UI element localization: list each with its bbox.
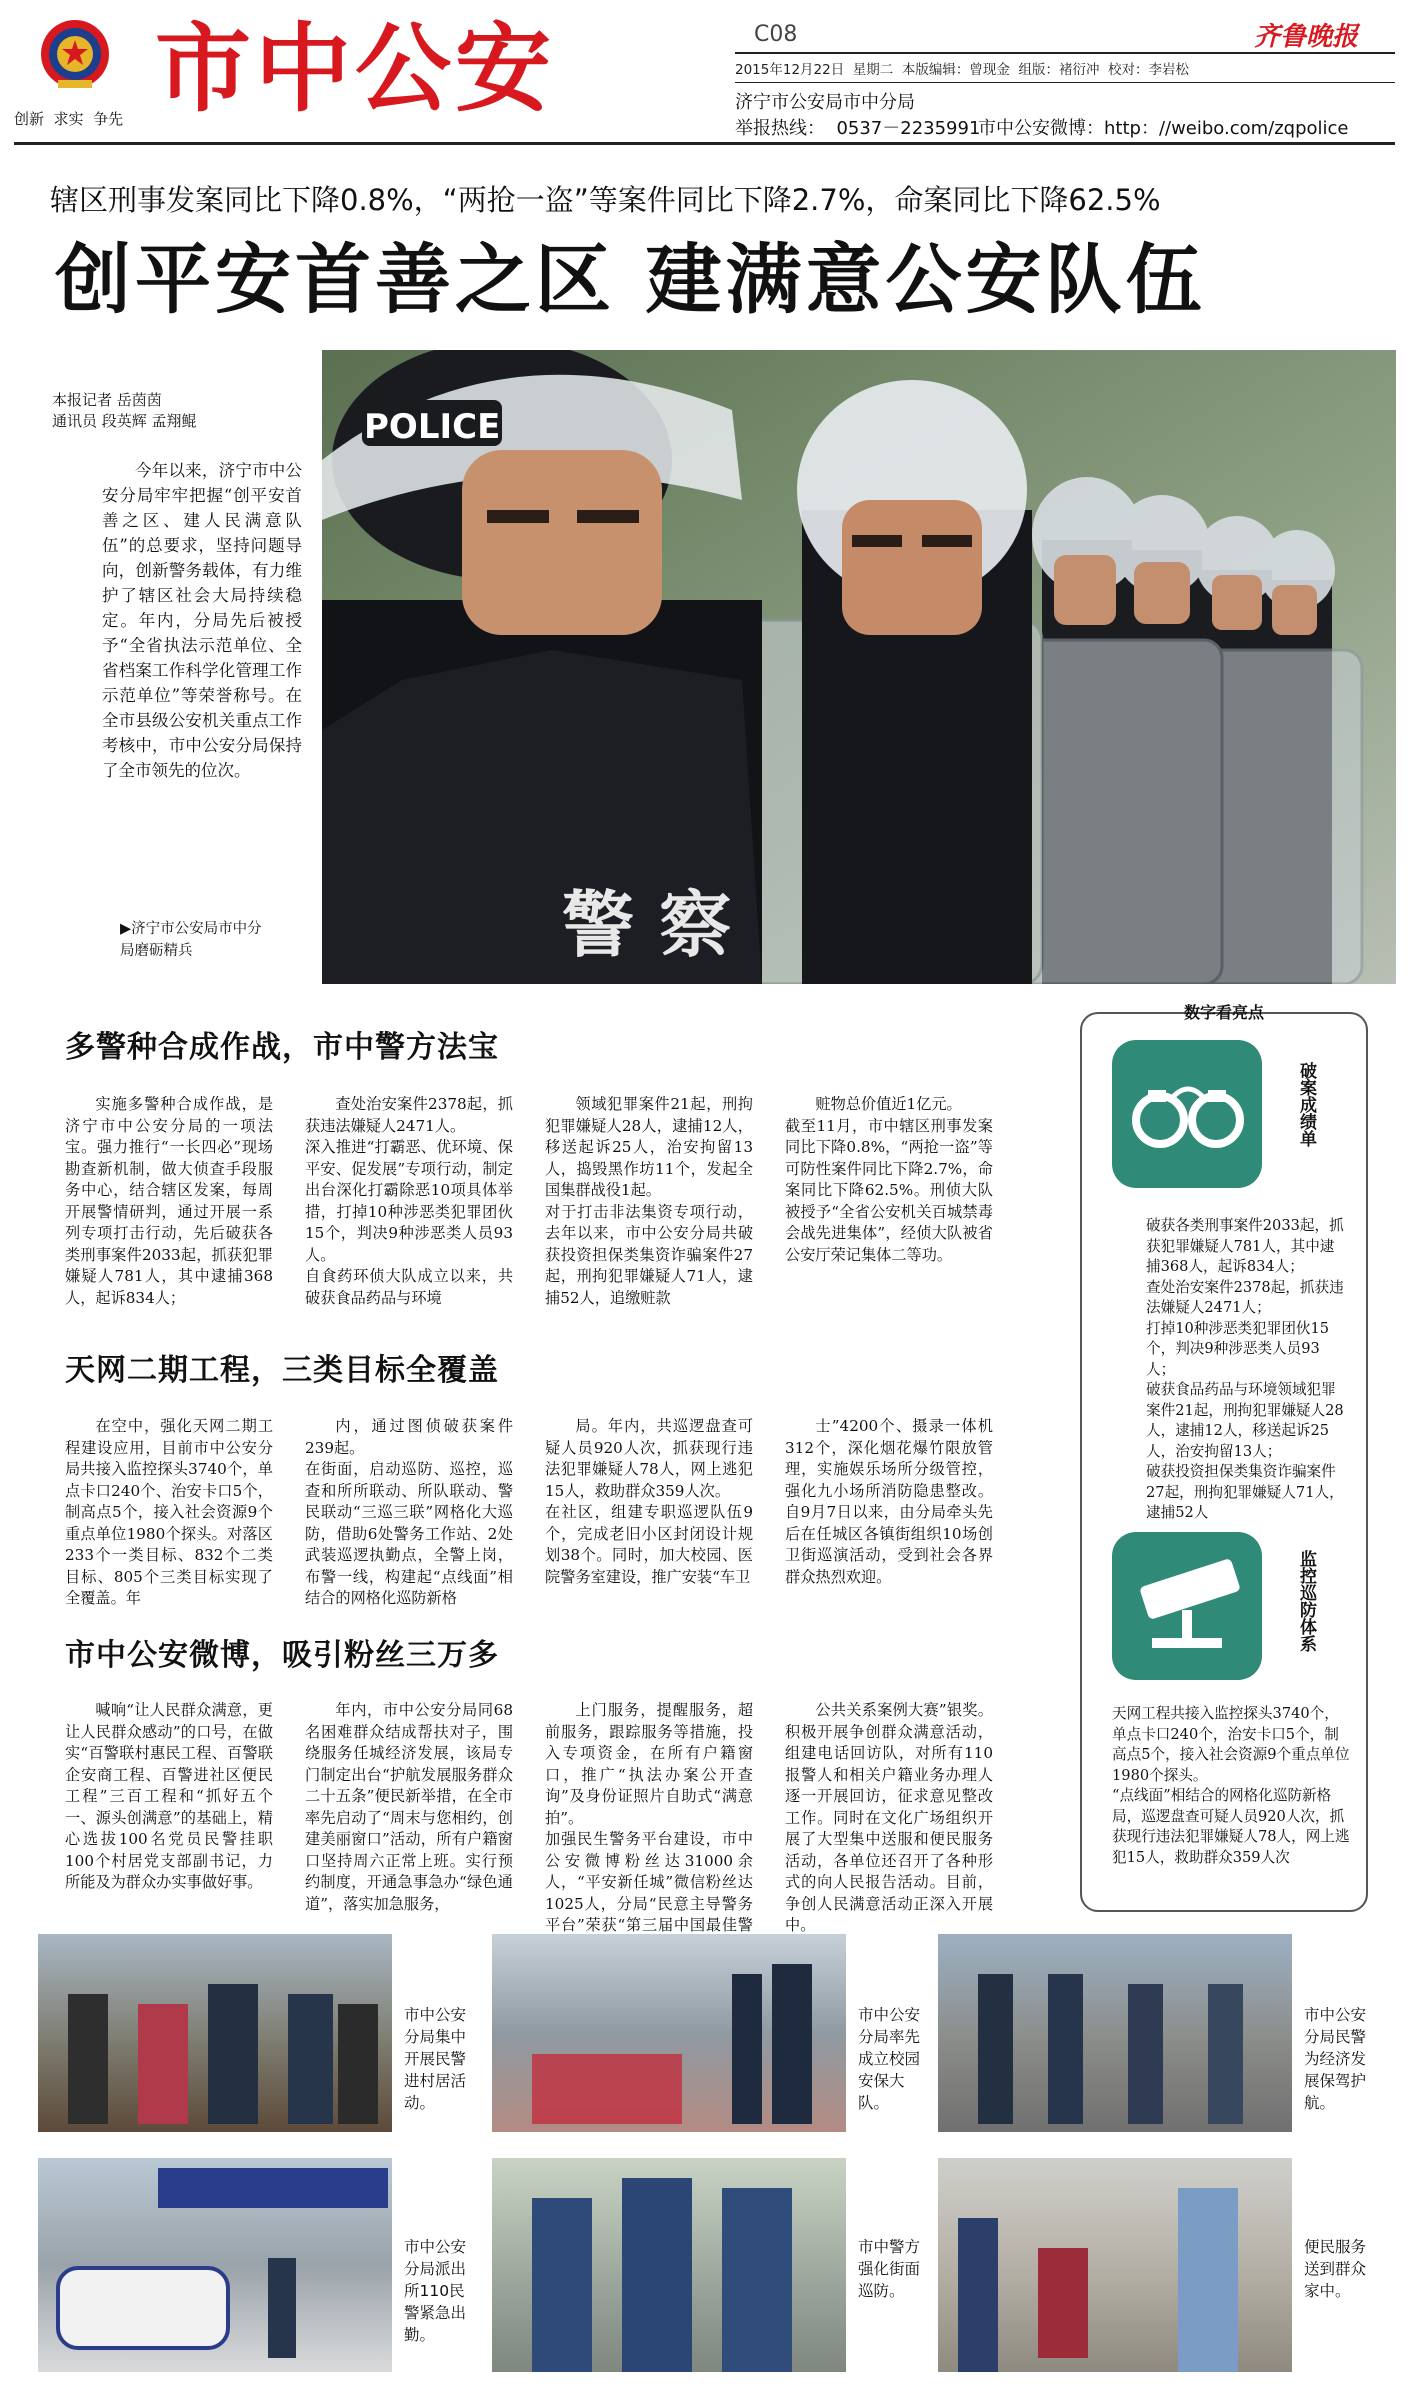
photo-110-dispatch [38,2158,392,2372]
section-2-col-4: 士”4200个、摄录一体机312个，深化烟花爆竹限放管理，实施娱乐场所分级管控，强化九小场所消防隐患整改。自9月7日以来，由分局牵头先后在任城区各镇街组织10场创卫街巡演活动，受到社会各界群众热烈欢迎。 [785,1417,993,1586]
sponsor-name: 济宁市公安局市中分局 [735,92,915,113]
section-2-col-3: 局。年内，共巡逻盘查可疑人员920人次，抓获现行违法犯罪嫌疑人78人，网上逃犯15人，救助群众359人次。 在社区，组建专职巡逻队伍9个，完成老旧小区封闭设计规划38个。同时，加大校园、医院警务室建设，推广安装“车卫 [545,1417,753,1586]
section-1-heading: 多警种合成作战，市中警方法宝 [65,1030,499,1065]
emblem-motto: 创新 求实 争先 [14,110,124,128]
newspaper-name: 齐鲁晚报 [1254,22,1359,52]
photo-4-caption: 市中公安分局派出所110民警紧急出勤。 [404,2238,467,2344]
section-3-col-3: 上门服务，提醒服务，超前服务，跟踪服务等措施，投入专项资金，在所有户籍窗口，推广“执法办案公开查询”及身份证照片自助式“满意拍”。 加强民生警务平台建设，市中公安微博粉丝达31000余人，“平安新任城”微信粉丝达1025人，分局“民意主导警务平台”荣获“第三届中国最佳警 [545,1701,753,1934]
section-3-col-4: 公共关系案例大赛”银奖。积极开展争创群众满意活动，组建电话回访队，对所有110报警人和相关户籍业务办理人逐一开展回访，征求意见整改工作。同时在文化广场组织开展了大型集中送服和便民服务活动，各单位还召开了各种形式的向人民报告活动。目前，争创人民满意活动正深入开展中。 [785,1701,993,1934]
photo-village-visit [38,1934,392,2132]
main-photo-caption: ▶济宁市公安局市中分局磨砺精兵 [120,921,262,959]
section-2-heading: 天网二期工程，三类目标全覆盖 [65,1353,499,1388]
section-1-col-4: 赃物总价值近1亿元。 截至11月，市中辖区刑事发案同比下降0.8%，“两抢一盗”等可防性案件同比下降2.7%，命案同比下降62.5%。刑侦大队被授予“全省公安机关百城禁毒会战先进集体”，经侦大队被省公安厅荣记集体二等功。 [785,1095,993,1264]
hotline: 举报热线： 0537－2235991 [735,118,981,139]
sidebar-block2-title: 监控巡防体系 [1296,1550,1316,1652]
weibo-link[interactable]: 市中公安微博：http：//weibo.com/zqpolice [978,118,1349,139]
section-3-col-2: 年内，市中公安分局同68名困难群众结成帮扶对子，围绕服务任城经济发展，该局专门制定出台“护航发展服务群众二十五条”便民新举措，在全市率先启动了“周末与您相约，创建美丽窗口”活动，所有户籍窗口坚持周六正常上班。实行预约制度，开通急事急办“绿色通道”，落实加急服务， [305,1701,513,1913]
page-number: C08 [754,22,798,47]
helmet-police-text: POLICE [364,407,501,447]
byline-correspondent: 通讯员 段英辉 孟翔鲲 [52,412,197,430]
vest-text: 警 察 [562,883,732,967]
photo-1-caption: 市中公安分局集中开展民警进村居活动。 [404,2006,467,2112]
sidebar-title: 数字看亮点 [1183,1003,1264,1022]
lead-paragraph: 今年以来，济宁市中公安分局牢牢把握“创平安首善之区、建人民满意队伍”的总要求，坚持问题导向，创新警务载体，有力维护了辖区社会大局持续稳定。年内，分局先后被授予“全省执法示范单位、全省档案工作科学化管理工作示范单位”等荣誉称号。在全市县级公安机关重点工作考核中，市中公安分局保持了全市领先的位次。 [102,461,302,780]
section-1-col-1: 实施多警种合成作战，是济宁市中公安分局的一项法宝。强力推行“一长四必”现场勘查新机制，做大侦查手段服务中心，结合辖区发案，每周开展警情研判，通过开展一系列专项打击行动，先后破获各类刑事案件2033起，抓获犯罪嫌疑人781人，其中逮捕368人，起诉834人； [65,1095,273,1307]
police-emblem-icon [38,14,112,94]
photo-campus-security [492,1934,846,2132]
sidebar-block2-text: 天网工程共接入监控探头3740个，单点卡口240个，治安卡口5个，制高点5个，接入社会资源9个重点单位1980个探头。 “点线面”相结合的网格化巡防新格局，巡逻盘查可疑人员920人次，抓获现行违法犯罪嫌疑人78人，网上逃犯15人，救助群众359人次 [1112,1705,1350,1866]
photo-3-caption: 市中公安分局民警为经济发展保驾护航。 [1304,2006,1367,2112]
main-photo-riot-police [322,350,1396,984]
headline-kicker: 辖区刑事发案同比下降0.8%，“两抢一盗”等案件同比下降2.7%，命案同比下降62.5% [50,183,1161,217]
header-bottom-rule [14,142,1395,145]
photo-6-caption: 便民服务送到群众家中。 [1304,2238,1367,2300]
main-headline: 创平安首善之区 建满意公安队伍 [55,235,1206,324]
section-3-col-1: 喊响“让人民群众满意，更让人民群众感动”的口号，在做实“百警联村惠民工程、百警联企安商工程、百警进社区便民工程”三百工程和“抓好五个一、源头创满意”的基础上，精心选拔100名党员民警挂职100个村居党支部副书记，力所能及为群众办实事做好事。 [65,1701,273,1891]
byline-reporter: 本报记者 岳茵茵 [52,391,162,409]
header-rule-2 [735,82,1395,83]
photo-2-caption: 市中公安分局率先成立校园安保大队。 [858,2006,921,2112]
section-2-col-1: 在空中，强化天网二期工程建设应用，目前市中公安分局共接入监控探头3740个，单点卡口240个、治安卡口5个，制高点5个，接入社会资源9个重点单位1980个探头。对落区233个一类目标、832个二类目标、805个三类目标实现了全覆盖。年 [65,1417,273,1607]
masthead-title: 市中公安 [155,13,555,125]
photo-economic-escort [938,1934,1292,2132]
header-top-rule [735,52,1395,54]
cctv-camera-icon [1112,1532,1262,1680]
section-3-heading: 市中公安微博，吸引粉丝三万多 [65,1638,499,1673]
photo-street-patrol [492,2158,846,2372]
section-2-col-2: 内，通过图侦破获案件239起。 在街面，启动巡防、巡控，巡查和所所联动、所队联动、警民联动“三巡三联”网格化大巡防，借助6处警务工作站、2处武装巡逻执勤点，全警上岗，布警一线，构建起“点线面”相结合的网格化巡防新格 [305,1417,513,1607]
section-1-col-2: 查处治安案件2378起，抓获违法嫌疑人2471人。 深入推进“打霸恶、优环境、保平安、促发展”专项行动，制定出台深化打霸除恶10项具体举措，打掉10种涉恶类犯罪团伙15个，判决9种涉恶类人员93人。 自食药环侦大队成立以来，共破获食品药品与环境 [305,1095,513,1307]
section-1-col-3: 领域犯罪案件21起，刑拘犯罪嫌疑人28人，逮捕12人，移送起诉25人，治安拘留13人，捣毁黑作坊11个，发起全国集群战役1起。 对于打击非法集资专项行动，去年以来，市中公安分局共破获投资担保类集资诈骗案件27起，刑拘犯罪嫌疑人71人，逮捕52人，追缴赃款 [545,1095,753,1307]
handcuffs-icon [1112,1040,1262,1188]
sidebar-block1-title: 破案成绩单 [1296,1062,1316,1147]
photo-home-service [938,2158,1292,2372]
date-line: 2015年12月22日 星期二 本版编辑：曾现金 组版：褚衍冲 校对：李岩松 [735,62,1190,78]
photo-5-caption: 市中警方强化街面巡防。 [858,2238,921,2300]
sidebar-block1-text: 破获各类刑事案件2033起，抓获犯罪嫌疑人781人，其中逮捕368人，起诉834人； 查处治安案件2378起，抓获违法嫌疑人2471人； 打掉10种涉恶类犯罪团伙15个，判决9种涉恶类人员93人； 破获食品药品与环境领域犯罪案件21起，刑拘犯罪嫌疑人28人，逮捕12人，移送起诉25人，治安拘留13人； 破获投资担保类集资诈骗案件27起，刑拘犯罪嫌疑人71人，逮捕52人 [1146,1217,1344,1521]
